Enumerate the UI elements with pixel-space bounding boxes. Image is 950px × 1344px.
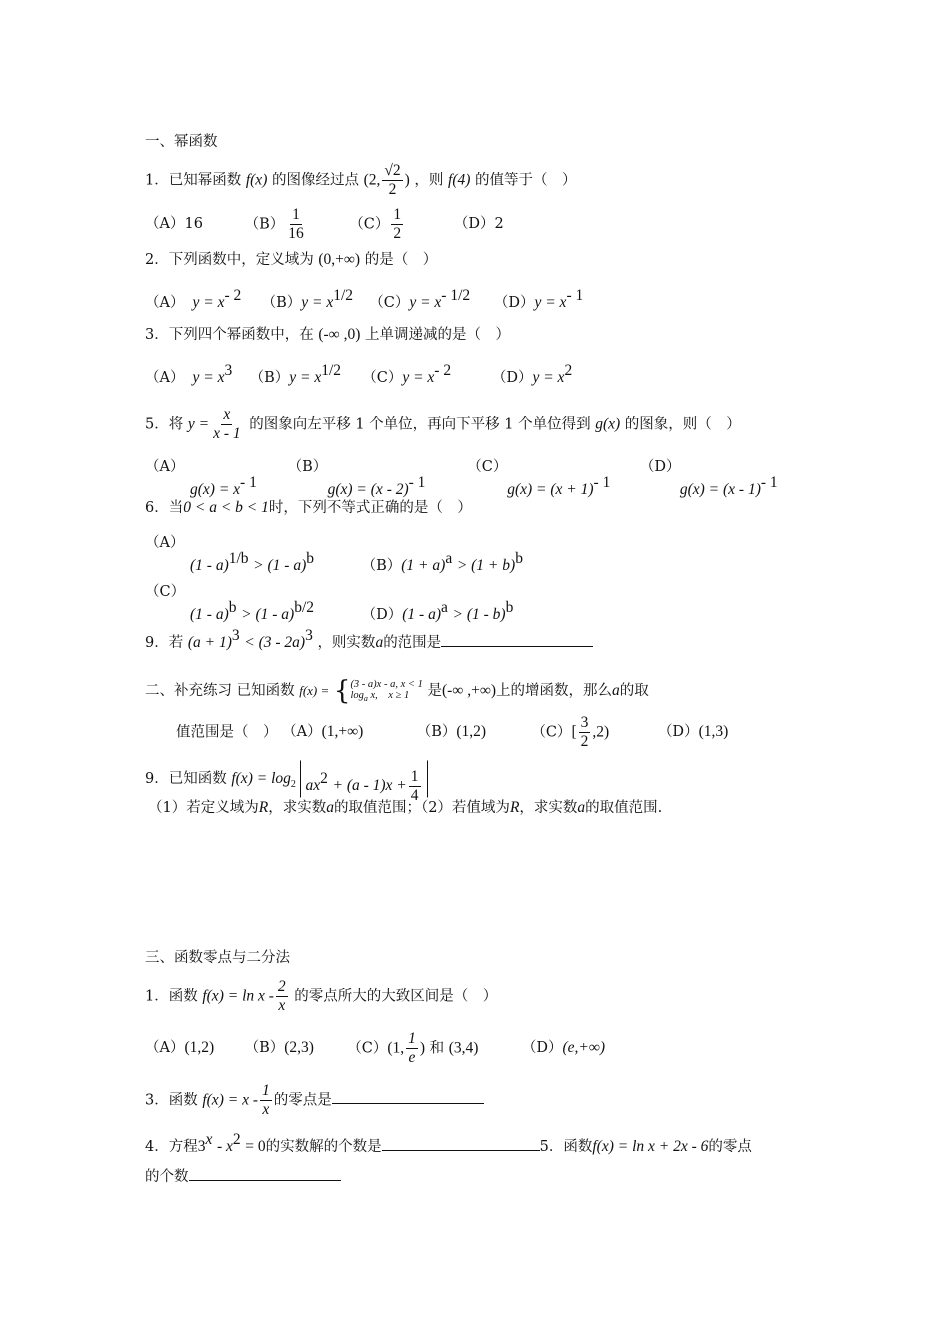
q1-point-right: )	[404, 171, 410, 189]
q1-stem-d: 的值等于（ ）	[475, 172, 577, 189]
supp-line2: 值范围是（ ）	[176, 724, 278, 741]
supp-fx: f(x) =	[299, 683, 330, 698]
q6-condition: 0 < a < b < 1	[183, 499, 269, 516]
z1-options	[145, 1030, 605, 1067]
supplement-question	[145, 678, 649, 704]
question-3	[145, 327, 510, 343]
q6-option-c: （C） (1 - a)$^b$ > (1 - a)$^{b/2}$	[145, 584, 314, 623]
z3-stem: 3．函数	[145, 1092, 198, 1109]
z3-stem-b: 的零点是	[273, 1092, 332, 1109]
supp-option-a: （A）(1,+∞)	[282, 723, 364, 741]
question-1	[145, 162, 577, 199]
q2-options	[145, 288, 583, 311]
q5-stem: 5．将	[145, 416, 184, 433]
q5-option-d: （D） g(x) = (x - 1)$^{- 1}$	[639, 459, 778, 498]
q5-y-eq: y =	[187, 415, 210, 433]
supp-piecewise: (3 - a)x - a, x < 1 $\log_a x$, x ≥ 1	[350, 678, 423, 703]
q6-stem: 6．当	[145, 500, 184, 516]
z5-line2: 的个数	[145, 1169, 189, 1185]
q5-option-b: （B） g(x) = (x - 2)$^{- 1}$	[287, 459, 426, 498]
q3-option-c: $(C)y = x^{- 2}$	[362, 362, 452, 386]
supplement-options	[176, 714, 728, 751]
q5-stem-c: 的图象，则（ ）	[624, 416, 741, 433]
q6-option-b: $(B)(1 + a)^a > (1 + b)^b$	[361, 549, 523, 574]
q5-fraction: $\frac{x}{x - 1}$	[213, 406, 241, 442]
section-title-supplement: 二、补充练习	[145, 683, 232, 699]
z5-stem-b: 的零点	[708, 1139, 752, 1155]
q2-option-b: $(B)y = x^{1/2}$	[261, 287, 354, 311]
q1-point-left: (2,	[363, 171, 381, 189]
z1-option-b: （B）(2,3)	[244, 1039, 314, 1057]
q1-stem-c: ，则	[414, 172, 444, 189]
z5-stem: 5．函数	[539, 1139, 593, 1155]
q6-options-row2	[145, 585, 513, 622]
q6-stem-b: 时，下列不等式正确的是（ ）	[268, 500, 472, 516]
z1-stem-b: 的零点所大的大致区间是（ ）	[294, 988, 498, 1005]
question-6	[145, 500, 472, 516]
question-9b: 9．已知函数 $f(x) = \log_2 ax^2 + (a - 1)x$ + $\frac{1}{4}$	[145, 760, 428, 798]
q2-option-c: $(C)y = x^{- 1/2}$	[369, 287, 471, 311]
z4-stem-b: 的实数解的个数是	[265, 1139, 382, 1155]
z3-fraction: $\frac{1}{x}$	[261, 1082, 270, 1118]
q3-option-d: $(D)y = x^2$	[491, 362, 573, 386]
q9a-answer-blank[interactable]	[441, 632, 593, 647]
q9b-bracket: $ax^2 + (a - 1)x$ + $\frac{1}{4}$	[300, 760, 427, 798]
q5-stem-b: 的图象向左平移 1 个单位，再向下平移 1 个单位得到	[249, 416, 591, 433]
q2-domain: (0,+∞)	[318, 251, 361, 268]
supp-stem: 已知函数	[236, 683, 295, 699]
q6-options-row1	[145, 536, 523, 573]
z1-stem: 1．函数	[145, 988, 198, 1005]
q1-stem-b: 的图像经过点	[271, 172, 359, 189]
q1-option-b: （B） $\frac{1}{16}$	[244, 206, 304, 242]
q3-interval: (-∞ ,0)	[318, 326, 361, 343]
section-title-zeros: 三、函数零点与二分法	[145, 950, 290, 966]
z1-fx: f(x) = ln x -	[202, 987, 274, 1005]
supp-brace: {	[333, 676, 351, 706]
q9a-stem: 9．若	[145, 635, 184, 651]
supp-option-b: （B）(1,2)	[416, 723, 487, 741]
zero-question-5-line2	[145, 1166, 341, 1185]
q5-option-c: （C） $g(x) = (x + 1)^{- 1}$	[467, 459, 611, 498]
z4-stem: 4．方程	[145, 1139, 198, 1155]
q9a-left: (a + 1)	[187, 634, 232, 651]
q2-option-a: （A） $y = x^{- 2}$	[145, 287, 242, 311]
z5-fx: f(x) = ln x + 2x - 6	[592, 1138, 709, 1155]
supp-interval: (-∞ ,+∞)	[441, 682, 497, 699]
question-5	[145, 406, 741, 443]
z4-answer-blank[interactable]	[382, 1136, 540, 1151]
z1-option-c: （C）(1, $\frac{1}{e}$ ) 和 (3,4)	[347, 1030, 479, 1066]
q5-gx: g(x)	[595, 415, 621, 433]
q3-stem-b: 上单调递减的是（ ）	[365, 327, 510, 343]
q6-option-d: （D）(1 - a)$^a$ > (1 - b)$^b$	[361, 598, 514, 623]
supp-stem-d: 的取	[619, 683, 649, 699]
q1-option-a: （A）16	[145, 216, 203, 233]
q1-option-c: （C） $\frac{1}{2}$	[349, 206, 402, 242]
zero-question-3	[145, 1082, 484, 1119]
q1-options	[145, 206, 504, 243]
z1-fraction: $\frac{2}{x}$	[277, 978, 286, 1014]
zero-question-4-5: 4．方程$3^x - x^2 = 0$的实数解的个数是 5．函数f(x) = ln x + 2x - 6的零点	[145, 1131, 752, 1155]
q9a-mid: < (3 - 2a)	[244, 634, 306, 651]
z1-option-d: （D）(e,+∞)	[521, 1039, 606, 1057]
z3-answer-blank[interactable]	[332, 1089, 484, 1104]
q1-option-d: （D）2	[453, 216, 504, 233]
question-2	[145, 252, 437, 268]
q1-stem: 1．已知幂函数	[145, 172, 242, 189]
q3-options	[145, 363, 572, 386]
q9b-parts: （1）若定义域为R，求实数a的取值范围；（2）若值域为R，求实数a的取值范围.	[148, 799, 663, 816]
q9b-fx: f(x) = log	[231, 770, 291, 787]
q2-stem: 2．下列函数中，定义域为	[145, 252, 314, 268]
zero-question-1	[145, 978, 497, 1015]
supp-var: a	[612, 682, 620, 699]
q5-options	[145, 460, 778, 497]
q6-option-a: （A） (1 - a)$^{1/b}$ > (1 - a)$^b$	[145, 535, 314, 574]
q1-point-fraction: $\frac{√2}{2}$	[384, 162, 401, 198]
question-9a: 9．若 $(a + 1)^3 < (3 - 2a)^3$ ，则实数a的范围是	[145, 628, 593, 651]
q2-option-d: $(D)y = x^{- 1}$	[493, 287, 584, 311]
q9a-stem-b: ，则实数	[317, 635, 376, 651]
supp-option-d: （D）(1,3)	[657, 723, 729, 741]
z3-fx: f(x) = x -	[202, 1091, 258, 1109]
supp-stem-b: 是	[427, 683, 442, 699]
z5-answer-blank[interactable]	[189, 1166, 341, 1181]
supp-stem-c: 上的增函数，那么	[496, 683, 613, 699]
z1-option-a: （A）(1,2)	[145, 1039, 215, 1057]
q3-stem: 3．下列四个幂函数中，在	[145, 327, 314, 343]
q5-option-a: （A） $g(x) = x^{- 1}$	[145, 459, 257, 498]
section-title-power-functions: 一、幂函数	[145, 134, 218, 150]
q9b-stem: 9．已知函数	[145, 771, 227, 787]
q1-fx: f(x)	[245, 171, 268, 189]
q3-option-b: $(B)y = x^{1/2}$	[249, 362, 342, 386]
q2-stem-b: 的是（ ）	[364, 252, 438, 268]
q9a-var: a	[375, 634, 384, 651]
q1-f4: f(4)	[448, 171, 471, 189]
q9a-stem-c: 的范围是	[383, 635, 442, 651]
q3-option-a: （A） $y = x^3$	[145, 362, 233, 386]
supp-option-c: （C）[ $\frac{3}{2}$ ,2)	[531, 714, 610, 750]
